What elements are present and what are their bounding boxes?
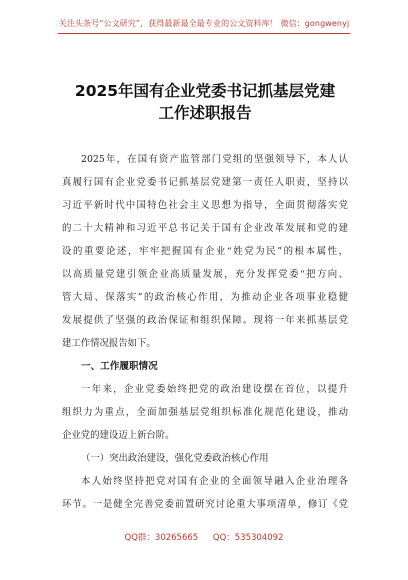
title-line-2: 工作述职报告 [158,104,252,122]
section1-paragraph [62,378,348,447]
intro-paragraph [62,148,348,355]
intro-line: 发展提供了坚强的政治保证和组织保障。现将一年来抓基层党 [62,315,348,326]
subsection1-paragraph [62,470,348,516]
subsection1-line: 本人始终坚持把党对国有企业的全面领导融入企业治理各 [81,476,348,487]
intro-line: 2025年，在国有资产监管部门党组的坚强领导下，本人认 [81,154,348,165]
section1-line: 组织力为重点，全面加强基层党组织标准化规范化建设，推动 [62,407,348,418]
footer-qq-group: QQ群：30265665 [124,533,199,543]
footer-contact [0,531,408,543]
subsection-heading: （一）突出政治建设，强化党委政治核心作用 [81,453,269,464]
section1-line: 企业党的建设迈上新台阶。 [62,430,175,441]
subsection1-line: 环节。一是健全完善党委前置研究讨论重大事项清单，修订《党 [62,499,348,510]
document-title [40,80,370,124]
title-line-1: 2025年国有企业党委书记抓基层党建 [74,82,336,100]
section1-line: 一年来，企业党委始终把党的政治建设摆在首位，以提升 [81,384,348,395]
intro-line: 建工作情况报告如下。 [62,338,156,349]
document-body [62,148,348,516]
intro-line: 习近平新时代中国特色社会主义思想为指导，全面贯彻落实党 [62,200,348,211]
header-rule [58,33,350,34]
intro-line: 以高质量党建引领企业高质量发展，充分发挥党委“把方向、 [62,269,348,280]
header-banner: 关注头条号“公文研究”，获得最新最全最专业的公文资料库！ 微信：gongwenyj [58,19,350,28]
section-heading: 一、工作履职情况 [81,361,158,372]
intro-line: 的二十大精神和习近平总书记关于国有企业改革发展和党的建 [62,223,348,234]
intro-line: 真履行国有企业党委书记抓基层党建第一责任人职责，坚持以 [62,177,348,188]
intro-line: 管大局、保落实”的政治核心作用，为推动企业各项事业稳健 [62,292,348,303]
intro-line: 设的重要论述，牢牢把握国有企业“姓党为民”的根本属性， [62,246,348,257]
footer-qq: QQ：535304092 [212,533,284,543]
